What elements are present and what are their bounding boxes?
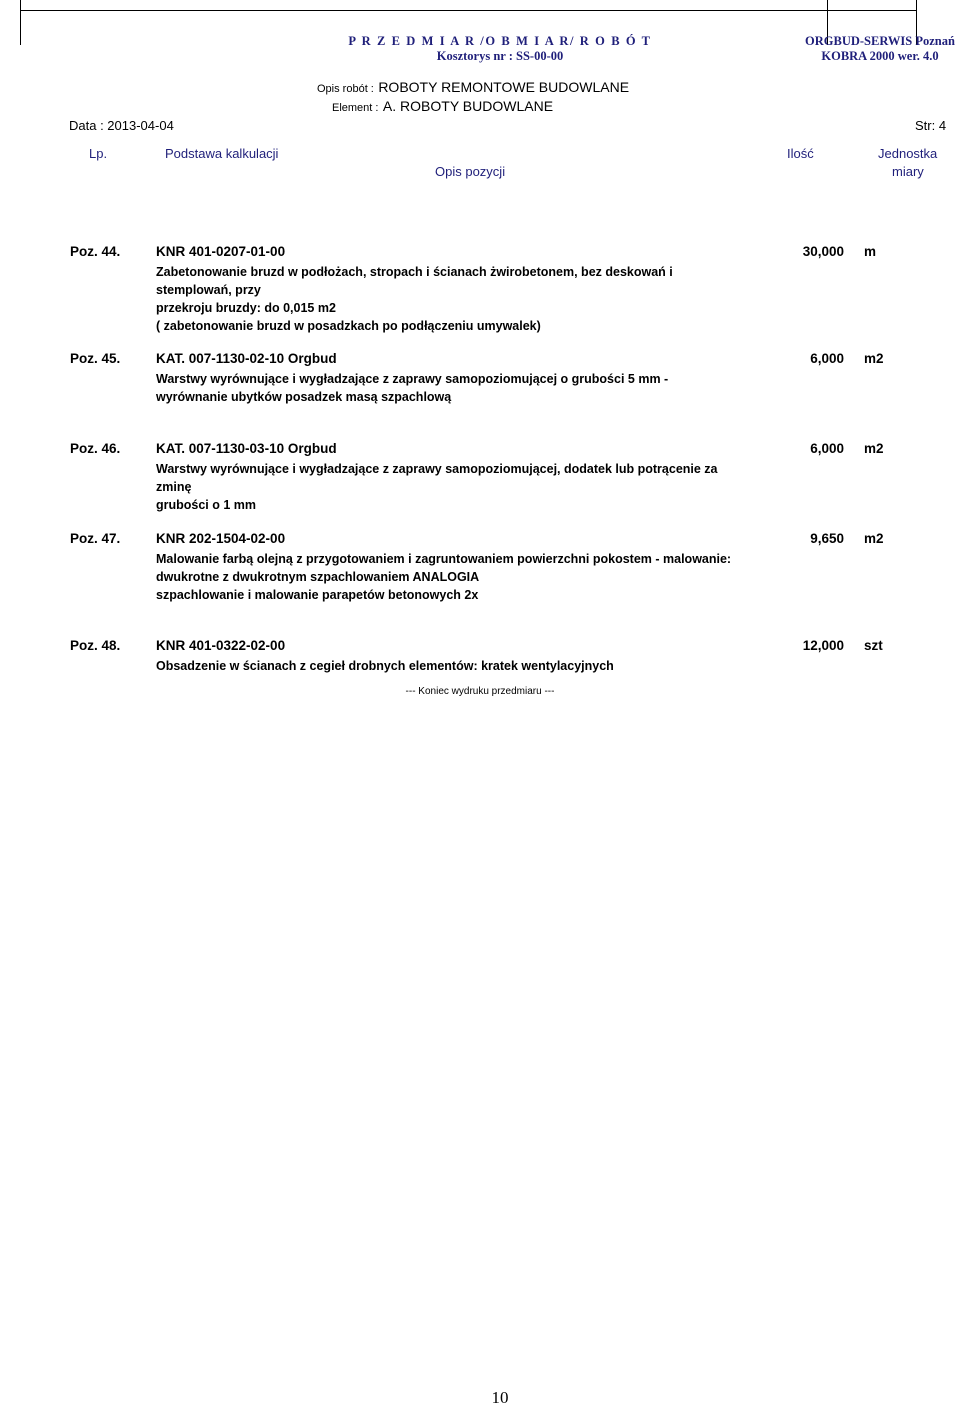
position-item (70, 351, 930, 411)
position-quantity: 12,000 (802, 638, 844, 653)
col-header-unit: Jednostka (878, 146, 938, 161)
position-unit: m2 (864, 531, 884, 546)
header-rule-left (20, 0, 21, 45)
position-unit: szt (864, 638, 883, 653)
position-number: Poz. 45. (70, 351, 121, 366)
position-code: KNR 401-0207-01-00 (156, 244, 286, 259)
position-code: KAT. 007-1130-03-10 Orgbud (156, 441, 337, 456)
position-code: KNR 401-0322-02-00 (156, 638, 286, 653)
works-description-label: Opis robót : (317, 83, 374, 95)
cost-estimate-number: Kosztorys nr : SS-00-00 (436, 49, 564, 63)
position-quantity: 6,000 (810, 441, 844, 456)
company-name: ORGBUD-SERWIS Poznań (805, 34, 955, 48)
position-quantity: 9,650 (810, 531, 844, 546)
sheet-page: Str: 4 (915, 118, 947, 133)
position-description: Zabetonowanie bruzd w podłożach, stropach i ścianach żwirobetonem, bez deskowań i stemplowań, przy przekroju bruzdy: do 0,015 m2 ( zabetonowanie bruzd w posadzkach po podłączeniu umywalek) (156, 265, 673, 333)
position-number: Poz. 44. (70, 244, 121, 259)
document-title (300, 34, 700, 64)
page-number: 10 (491, 1388, 509, 1407)
element-info (332, 98, 553, 116)
position-item (70, 531, 930, 606)
col-header-measure: miary (892, 164, 924, 179)
position-number: Poz. 47. (70, 531, 121, 546)
element-value: A. ROBOTY BUDOWLANE (382, 98, 554, 114)
position-code: KAT. 007-1130-02-10 Orgbud (156, 351, 337, 366)
position-number: Poz. 46. (70, 441, 121, 456)
col-header-description: Opis pozycji (435, 164, 506, 179)
element-label: Element : (332, 102, 379, 114)
document-title-line1: P R Z E D M I A R /O B M I A R/ R O B Ó T (348, 34, 652, 48)
col-header-quantity: Ilość (787, 146, 814, 161)
col-header-basis: Podstawa kalkulacji (165, 146, 279, 161)
position-description: Obsadzenie w ścianach z cegieł drobnych elementów: kratek wentylacyjnych (156, 659, 614, 673)
position-number: Poz. 48. (70, 638, 121, 653)
works-description-value: ROBOTY REMONTOWE BUDOWLANE (378, 79, 630, 95)
company-info (800, 34, 960, 64)
works-description (317, 79, 629, 97)
position-item (70, 441, 930, 512)
position-description: Warstwy wyrównujące i wygładzające z zaprawy samopoziomującej, dodatek lub potrącenie za zminę grubości o 1 mm (156, 462, 718, 512)
position-description: Malowanie farbą olejną z przygotowaniem i zagruntowaniem powierzchni pokostem - malowanie: dwukrotne z dwukrotnym szpachlowaniem ANALOGIA szpachlowanie i malowanie parapetów betonowych 2x (156, 552, 732, 602)
position-quantity: 6,000 (810, 351, 844, 366)
position-code: KNR 202-1504-02-00 (156, 531, 286, 546)
position-description: Warstwy wyrównujące i wygładzające z zaprawy samopoziomującej o grubości 5 mm - wyrównanie ubytków posadzek masą szpachlową (156, 372, 669, 404)
end-of-printout-note: --- Koniec wydruku przedmiaru --- (405, 686, 555, 697)
document-date: Data : 2013-04-04 (69, 118, 174, 133)
position-unit: m (864, 244, 877, 259)
position-unit: m2 (864, 351, 884, 366)
position-item (70, 638, 930, 678)
software-version: KOBRA 2000 wer. 4.0 (821, 49, 939, 63)
position-item (70, 244, 930, 333)
position-unit: m2 (864, 441, 884, 456)
position-quantity: 30,000 (802, 244, 844, 259)
col-header-lp: Lp. (89, 146, 108, 161)
header-top-rule (20, 10, 917, 11)
